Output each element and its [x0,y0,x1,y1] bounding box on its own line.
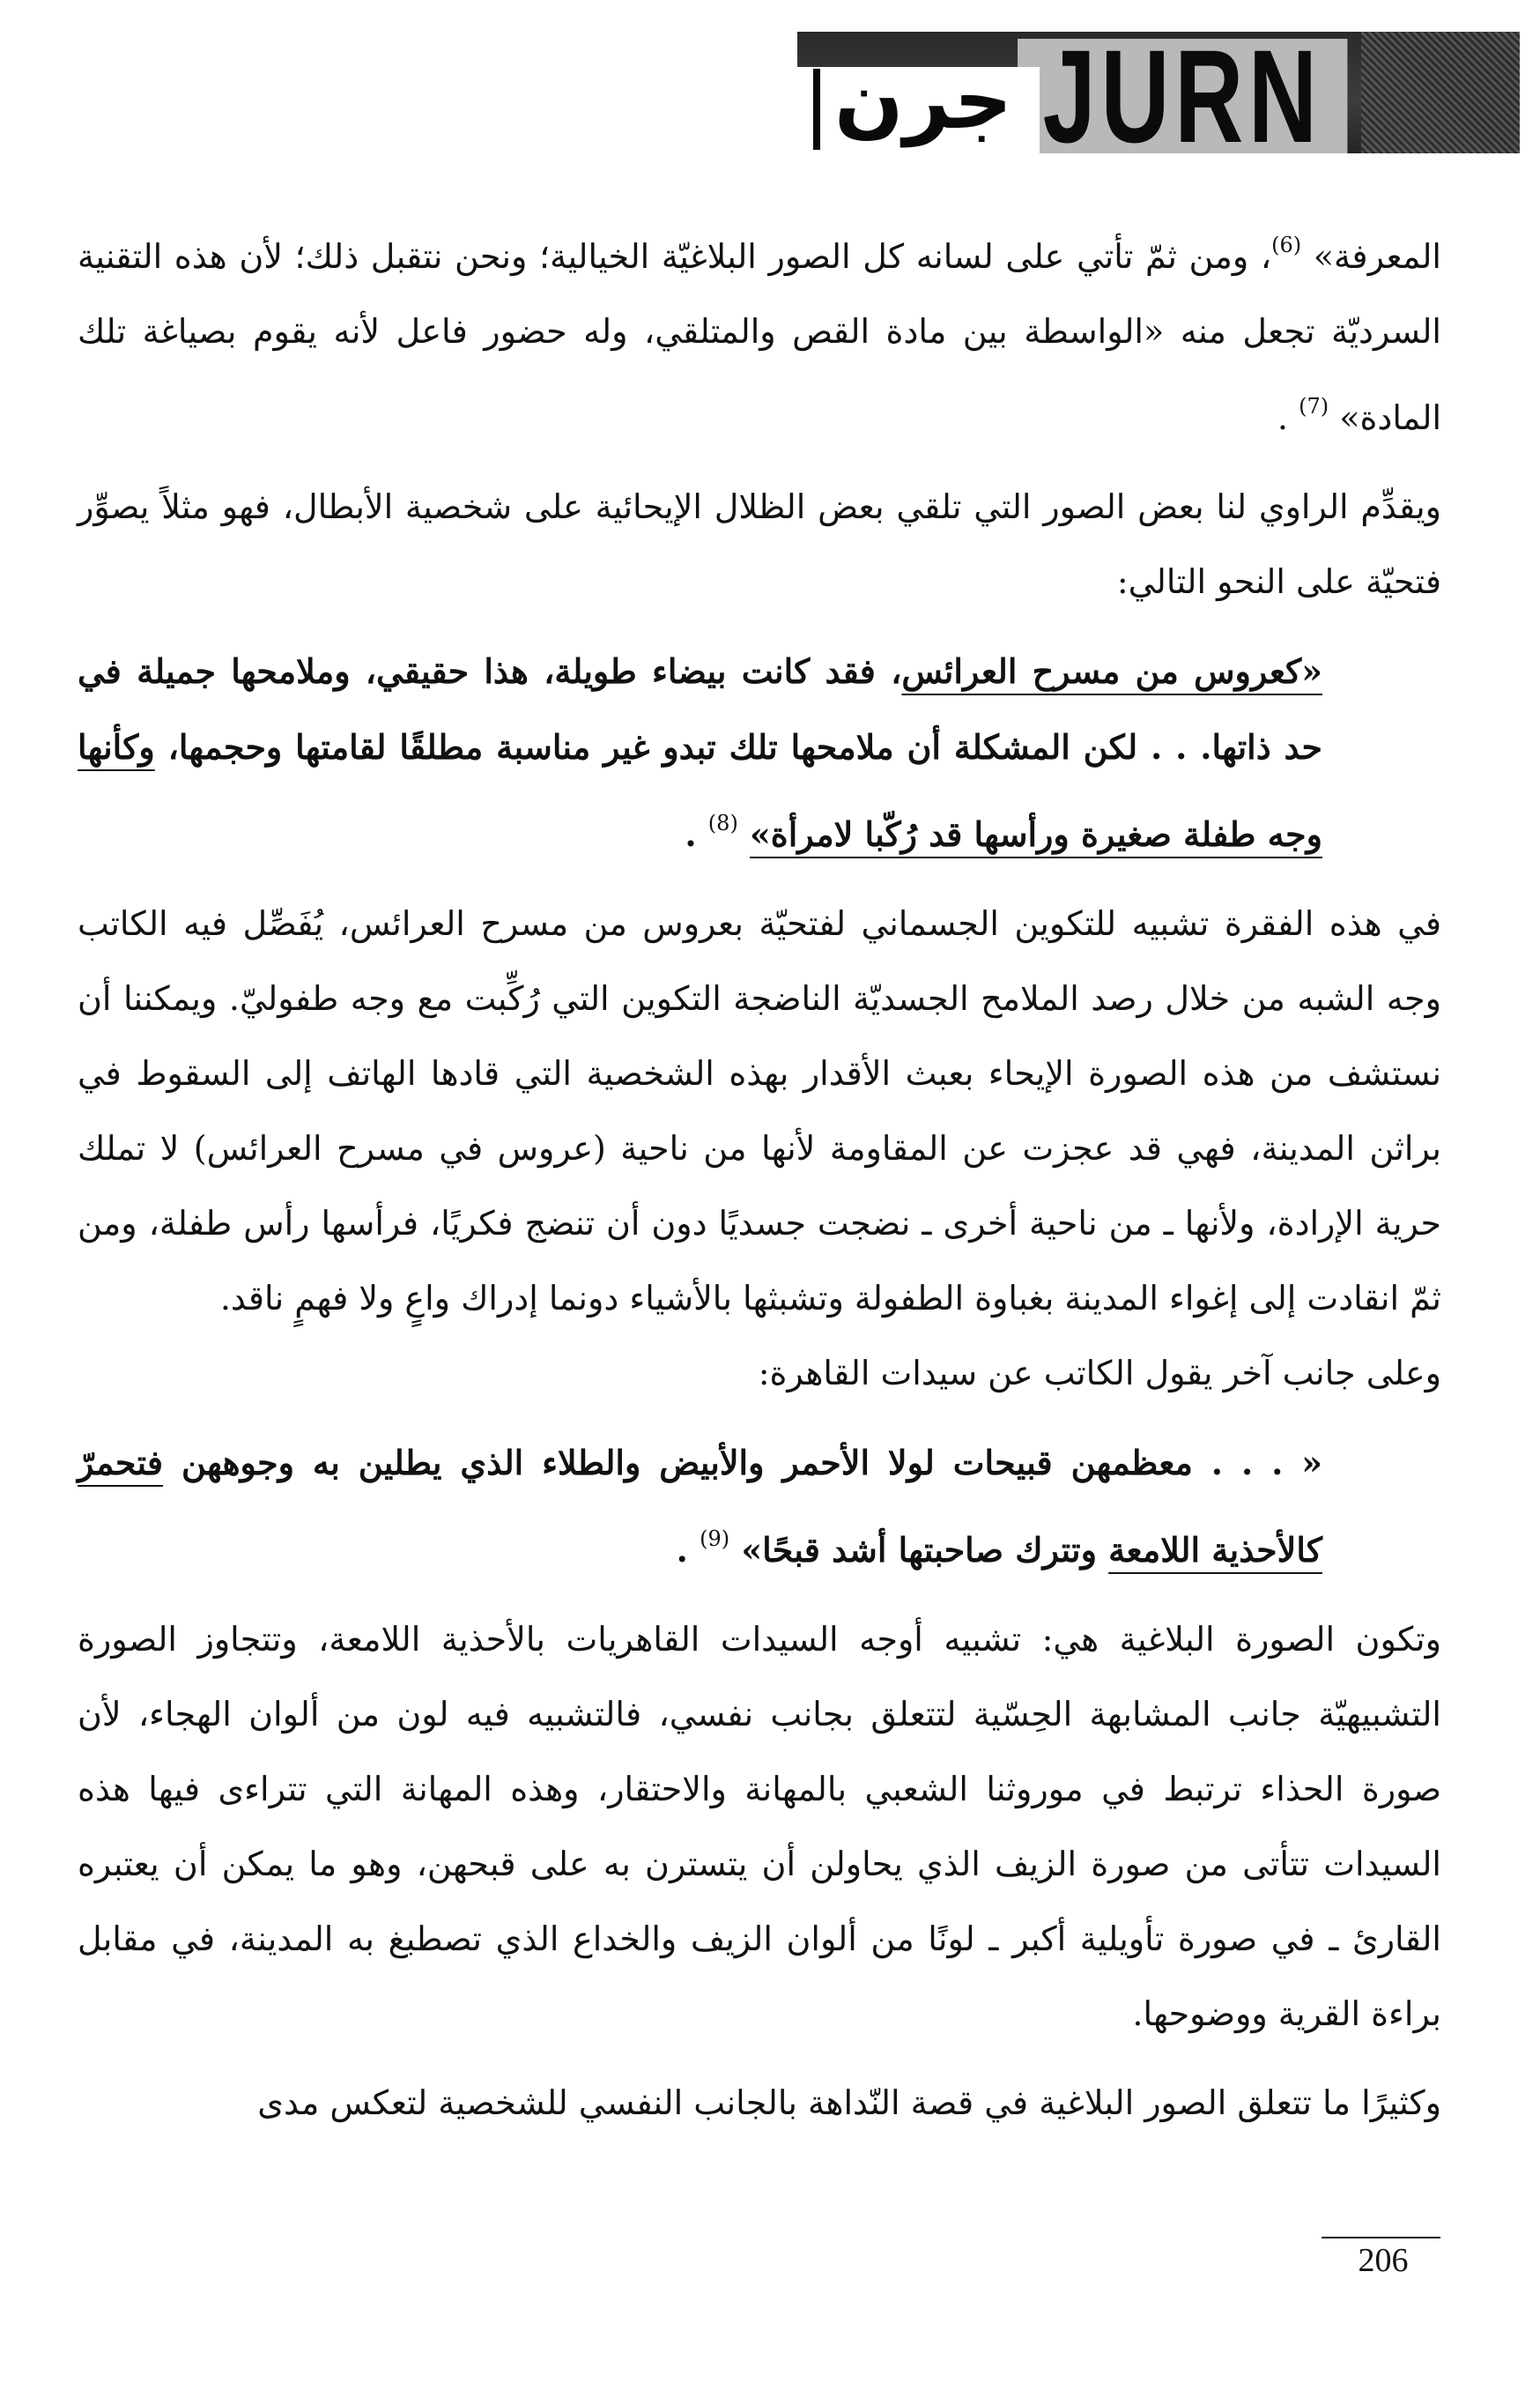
paragraph-4: وعلى جانب آخر يقول الكاتب عن سيدات القاهرة: [758,1354,1441,1392]
page-body [78,208,1441,2141]
paragraph-5: وتكون الصورة البلاغية هي: تشبيه أوجه السيدات القاهريات بالأحذية اللامعة، وتتجاوز الصورة التشبيهيّة جانب المشابهة الحِسّية لتتعلق بجانب نفسي، فالتشبيه فيه لون من ألوان الهجاء، لأن صورة الحذاء ترتبط في موروثنا الشعبي بالمهانة والاحتقار، وهذه المهانة التي تتراءى فيها هذه السيدات تتأتى من صورة الزيف الذي يحاولن أن يتسترن به على قبحهن، وهو ما يمكن أن يعتبره القارئ ـ في صورة تأويلية أكبر ـ لونًا من ألوان الزيف والخداع الذي تصطبغ به المدينة، في مقابل براءة القرية ووضوحها. [78,1620,1441,2033]
paragraph-1-end: . [1277,398,1289,437]
logo-latin-text: JURN [1018,39,1347,153]
footnote-9: (9) [700,1526,730,1551]
footnote-7: (7) [1299,394,1329,419]
logo-arabic-text: جرن [833,53,1013,147]
journal-logo [797,32,1520,155]
paragraph-3: في هذه الفقرة تشبيه للتكوين الجسماني لفتحيّة بعروس من مسرح العرائس، يُفَصِّل فيه الكاتب وجه الشبه من خلال رصد الملامح الجسديّة الناضجة التكوين التي رُكِّبت مع وجه طفوليّ. ويمكننا أن نستشف من هذه الصورة الإيحاء بعبث الأقدار بهذه الشخصية التي قادها الهاتف إلى السقوط في براثن المدينة، فهي قد عجزت عن المقاومة لأنها من ناحية (عروس في مسرح العرائس) لا تملك حرية الإرادة، ولأنها ـ من ناحية أخرى ـ نضجت جسديًا دون أن تنضج فكريًا، فرأسها رأس طفلة، ومن ثمّ انقادت إلى إغواء المدينة بغباوة الطفولة وتشبثها بالأشياء دونما إدراك واعٍ ولا فهمٍ ناقد. [78,904,1441,1318]
quote-2-underlined: فتحمرّ كالأحذية اللامعة [78,1443,1322,1570]
logo-texture [1361,32,1520,153]
quote-2-body: « . . . معظمهن قبيحات لولا الأحمر والأبيض والطلاء الذي يطلين به وجوههن [163,1443,1322,1482]
quote-1 [78,634,1322,872]
paragraph-1-rest: ، ومن ثمّ تأتي على لسانه كل الصور البلاغيّة الخيالية؛ ونحن نتقبل ذلك؛ لأن هذه التقنية السرديّة تجعل منه «الواسطة بين مادة القص والمتلقي، وله حضور فاعل لأنه يقوم بصياغة تلك المادة» [78,237,1441,437]
page-number: 206 [1358,2242,1409,2279]
paragraph-1 [78,208,1441,456]
paragraph-1-start: المعرفة» [1313,237,1441,276]
footnote-8: (8) [707,811,738,835]
quote-2-end: . [676,1530,688,1570]
quote-1-end: . [685,814,697,854]
quote-1-body: ، فقد كانت بيضاء طويلة، هذا حقيقي، وملامحها جميلة في حد ذاتها. . . لكن المشكلة أن ملامحها تلك تبدو غير مناسبة مطلقًا لقامتها وحجمها، [78,651,1322,767]
quote-2-tail: وتترك صاحبتها أشد قبحًا» [741,1530,1109,1570]
paragraph-6: وكثيرًا ما تتعلق الصور البلاغية في قصة النّداهة بالجانب النفسي للشخصية لتعكس مدى [257,2083,1441,2122]
quote-1-underlined-b: وكأنها وجه طفلة صغيرة ورأسها قد رُكّبا لامرأة» [78,727,1322,854]
footnote-6: (6) [1271,233,1302,257]
quote-1-underlined-a: «كعروس من مسرح العرائس [901,651,1322,691]
paragraph-2: ويقدِّم الراوي لنا بعض الصور التي تلقي بعض الظلال الإيحائية على شخصية الأبطال، فهو مثلاً يصوِّر فتحيّة على النحو التالي: [78,487,1441,601]
quote-2 [78,1425,1322,1588]
